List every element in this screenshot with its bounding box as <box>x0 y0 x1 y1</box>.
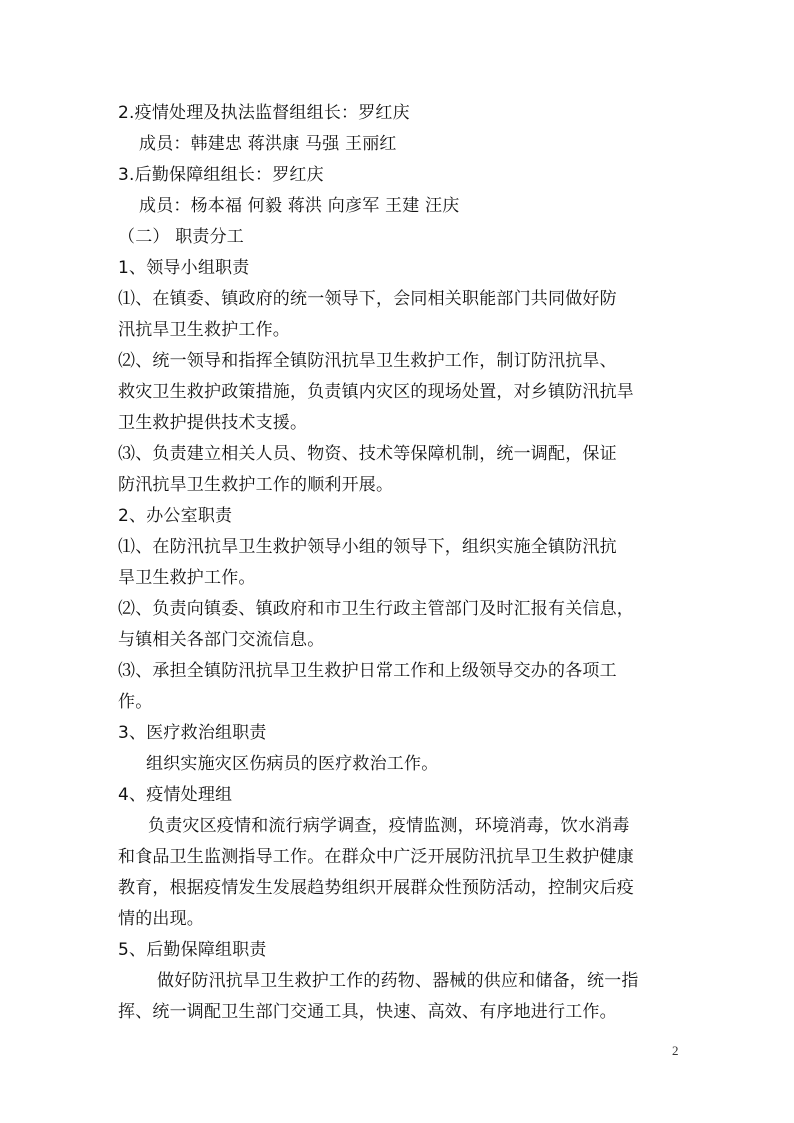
text-line: 与镇相关各部门交流信息。 <box>118 630 325 650</box>
text-line: 负责灾区疫情和流行病学调查，疫情监测，环境消毒，饮水消毒 <box>148 816 630 836</box>
text-line-group-3: 3.后勤保障组组长：罗红庆 <box>118 165 324 185</box>
text-line: 组织实施灾区伤病员的医疗救治工作。 <box>146 754 439 774</box>
text-line: 情的出现。 <box>118 909 204 929</box>
subsection-heading-3: 3、医疗救治组职责 <box>118 723 267 743</box>
text-line: 防汛抗旱卫生救护工作的顺利开展。 <box>118 475 394 495</box>
subsection-heading-4: 4、疫情处理组 <box>118 785 233 805</box>
text-line: ⑶、承担全镇防汛抗旱卫生救护日常工作和上级领导交办的各项工 <box>118 661 617 681</box>
section-heading-duties: （二） 职责分工 <box>118 227 245 247</box>
text-line-group-2: 2.疫情处理及执法监督组组长：罗红庆 <box>118 103 410 123</box>
subsection-heading-2: 2、办公室职责 <box>118 506 233 526</box>
text-line-members-2: 成员：韩建忠 蒋洪康 马强 王丽红 <box>139 134 397 154</box>
text-line: 汛抗旱卫生救护工作。 <box>118 320 290 340</box>
text-line: ⑴、在镇委、镇政府的统一领导下，会同相关职能部门共同做好防 <box>118 289 617 309</box>
subsection-heading-5: 5、后勤保障组职责 <box>118 940 267 960</box>
text-line: 教育，根据疫情发生发展趋势组织开展群众性预防活动，控制灾后疫 <box>118 878 634 898</box>
text-line: 和食品卫生监测指导工作。在群众中广泛开展防汛抗旱卫生救护健康 <box>118 847 634 867</box>
page-number: 2 <box>672 1043 679 1058</box>
text-line-members-3: 成员：杨本福 何毅 蒋洪 向彦军 王建 汪庆 <box>139 196 460 216</box>
text-line: ⑵、统一领导和指挥全镇防汛抗旱卫生救护工作，制订防汛抗旱、 <box>118 351 617 371</box>
subsection-heading-1: 1、领导小组职责 <box>118 258 250 278</box>
text-line: 作。 <box>118 692 153 712</box>
text-line: 做好防汛抗旱卫生救护工作的药物、器械的供应和储备，统一指 <box>157 971 639 991</box>
text-line: 卫生救护提供技术支援。 <box>118 413 308 433</box>
text-line: ⑴、在防汛抗旱卫生救护领导小组的领导下，组织实施全镇防汛抗 <box>118 537 617 557</box>
text-line: 旱卫生救护工作。 <box>118 568 256 588</box>
text-line: ⑵、负责向镇委、镇政府和市卫生行政主管部门及时汇报有关信息， <box>118 599 634 619</box>
text-line: 挥、统一调配卫生部门交通工具，快速、高效、有序地进行工作。 <box>118 1002 617 1022</box>
text-line: ⑶、负责建立相关人员、物资、技术等保障机制，统一调配，保证 <box>118 444 617 464</box>
text-line: 救灾卫生救护政策措施，负责镇内灾区的现场处置，对乡镇防汛抗旱 <box>118 382 634 402</box>
